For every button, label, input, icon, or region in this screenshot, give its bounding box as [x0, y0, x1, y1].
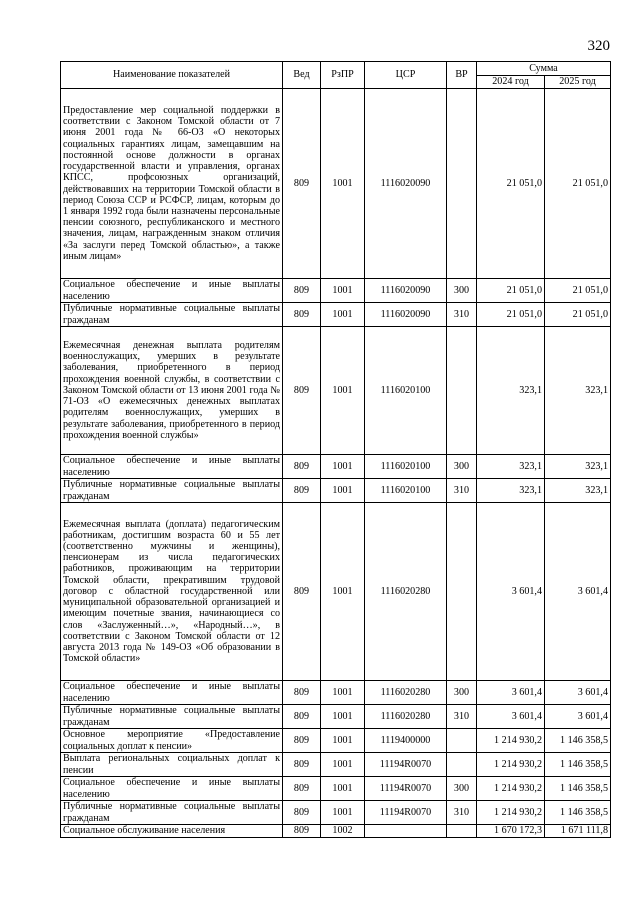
row-vr-cell: 300: [447, 279, 477, 303]
table-row: [61, 681, 611, 705]
row-rzpr-cell: 1001: [321, 455, 365, 479]
row-csr-cell: 1116020100: [365, 327, 447, 455]
row-ved-cell: 809: [283, 89, 321, 279]
row-ved-cell: 809: [283, 705, 321, 729]
row-rzpr-cell: 1002: [321, 825, 365, 838]
budget-table: [60, 61, 611, 838]
row-2024-cell: 323,1: [477, 455, 545, 479]
row-vr-cell: 300: [447, 777, 477, 801]
row-vr-cell: 310: [447, 479, 477, 503]
row-rzpr-cell: 1001: [321, 777, 365, 801]
row-rzpr-cell: 1001: [321, 303, 365, 327]
row-ved-cell: 809: [283, 777, 321, 801]
row-ved-cell: 809: [283, 279, 321, 303]
row-csr-cell: 1116020280: [365, 503, 447, 681]
page-number: 320: [587, 38, 610, 54]
row-vr-cell: 300: [447, 681, 477, 705]
row-csr-cell: 1116020280: [365, 681, 447, 705]
row-name-cell: Ежемесячная выплата (доплата) педагогическим работникам, достигшим возраста 60 и 55 лет (соответственно мужчины и женщины), пенсионерам из числа педагогических работников, проживающим на территории Томской области, прекратившим трудовой договор с областной государственной или муниципальной образовательной организацией и имеющим почетные звания, начинающиеся со слов «Заслуженный…», «Народный…», в соответствии с Законом Томской области от 12 августа 2013 года № 149-ОЗ «Об образовании в Томской области»: [61, 503, 283, 681]
row-ved-cell: 809: [283, 455, 321, 479]
row-name-cell: Основное мероприятие «Предоставление социальных доплат к пенсии»: [61, 729, 283, 753]
row-vr-cell: 310: [447, 801, 477, 825]
header-2024: 2024 год: [477, 76, 545, 89]
row-rzpr-cell: 1001: [321, 753, 365, 777]
table-row: [61, 303, 611, 327]
row-2025-cell: 1 146 358,5: [545, 729, 611, 753]
row-vr-cell: 310: [447, 705, 477, 729]
table-row: [61, 327, 611, 455]
row-csr-cell: 1119400000: [365, 729, 447, 753]
table-row: [61, 455, 611, 479]
row-2025-cell: 21 051,0: [545, 89, 611, 279]
table-row: [61, 89, 611, 279]
row-2024-cell: 3 601,4: [477, 681, 545, 705]
row-name-cell: Ежемесячная денежная выплата родителям военнослужащих, умерших в результате заболевания, приобретенного в период прохождения военной службы, в соответствии с Законом Томской области от 13 июня 2001 года № 71-ОЗ «О ежемесячных денежных выплатах родителям военнослужащих, умерших в результате заболевания, приобретенного в период прохождения военной службы»: [61, 327, 283, 455]
row-2025-cell: 1 146 358,5: [545, 801, 611, 825]
row-vr-cell: [447, 503, 477, 681]
row-csr-cell: 11194R0070: [365, 777, 447, 801]
row-name-cell: Социальное обеспечение и иные выплаты населению: [61, 455, 283, 479]
row-name-cell: Социальное обслуживание населения: [61, 825, 283, 838]
row-vr-cell: 300: [447, 455, 477, 479]
row-2025-cell: 3 601,4: [545, 681, 611, 705]
row-2025-cell: 3 601,4: [545, 705, 611, 729]
row-2025-cell: 1 146 358,5: [545, 777, 611, 801]
row-2025-cell: 3 601,4: [545, 503, 611, 681]
row-vr-cell: [447, 729, 477, 753]
row-name-cell: Социальное обеспечение и иные выплаты населению: [61, 681, 283, 705]
table-row: [61, 279, 611, 303]
row-2025-cell: 21 051,0: [545, 303, 611, 327]
header-rzpr: РзПР: [321, 62, 365, 89]
row-name-cell: Социальное обеспечение и иные выплаты населению: [61, 279, 283, 303]
table-row: [61, 753, 611, 777]
row-rzpr-cell: 1001: [321, 479, 365, 503]
row-ved-cell: 809: [283, 681, 321, 705]
row-csr-cell: 11194R0070: [365, 753, 447, 777]
row-csr-cell: 1116020090: [365, 279, 447, 303]
row-rzpr-cell: 1001: [321, 681, 365, 705]
row-ved-cell: 809: [283, 753, 321, 777]
row-vr-cell: [447, 89, 477, 279]
header-2025: 2025 год: [545, 76, 611, 89]
row-csr-cell: 11194R0070: [365, 801, 447, 825]
row-2024-cell: 1 214 930,2: [477, 777, 545, 801]
row-ved-cell: 809: [283, 327, 321, 455]
table-row: [61, 705, 611, 729]
row-vr-cell: [447, 327, 477, 455]
header-vr: ВР: [447, 62, 477, 89]
row-2024-cell: 1 214 930,2: [477, 729, 545, 753]
row-vr-cell: [447, 753, 477, 777]
row-csr-cell: 1116020090: [365, 89, 447, 279]
row-2024-cell: 21 051,0: [477, 89, 545, 279]
header-csr: ЦСР: [365, 62, 447, 89]
row-rzpr-cell: 1001: [321, 801, 365, 825]
row-2024-cell: 21 051,0: [477, 303, 545, 327]
row-rzpr-cell: 1001: [321, 327, 365, 455]
row-rzpr-cell: 1001: [321, 279, 365, 303]
row-2025-cell: 21 051,0: [545, 279, 611, 303]
row-2024-cell: 1 214 930,2: [477, 801, 545, 825]
header-name: Наименование показателей: [61, 62, 283, 89]
table-row: [61, 729, 611, 753]
row-2025-cell: 323,1: [545, 455, 611, 479]
header-sum: Сумма: [477, 62, 611, 76]
row-name-cell: Публичные нормативные социальные выплаты гражданам: [61, 705, 283, 729]
row-name-cell: Выплата региональных социальных доплат к пенсии: [61, 753, 283, 777]
row-2024-cell: 1 670 172,3: [477, 825, 545, 838]
row-csr-cell: 1116020280: [365, 705, 447, 729]
table-row: [61, 479, 611, 503]
row-rzpr-cell: 1001: [321, 705, 365, 729]
row-ved-cell: 809: [283, 825, 321, 838]
table-row: [61, 503, 611, 681]
row-2024-cell: 3 601,4: [477, 705, 545, 729]
row-2025-cell: 1 146 358,5: [545, 753, 611, 777]
table-row: [61, 777, 611, 801]
row-rzpr-cell: 1001: [321, 729, 365, 753]
row-2025-cell: 323,1: [545, 479, 611, 503]
row-2025-cell: 323,1: [545, 327, 611, 455]
row-csr-cell: 1116020100: [365, 455, 447, 479]
row-ved-cell: 809: [283, 801, 321, 825]
row-csr-cell: 1116020100: [365, 479, 447, 503]
row-2024-cell: 323,1: [477, 479, 545, 503]
row-vr-cell: 310: [447, 303, 477, 327]
row-2024-cell: 3 601,4: [477, 503, 545, 681]
table-row: [61, 801, 611, 825]
row-csr-cell: [365, 825, 447, 838]
header-ved: Вед: [283, 62, 321, 89]
row-name-cell: Публичные нормативные социальные выплаты гражданам: [61, 479, 283, 503]
row-name-cell: Публичные нормативные социальные выплаты гражданам: [61, 801, 283, 825]
table-row: [61, 825, 611, 838]
row-ved-cell: 809: [283, 503, 321, 681]
row-name-cell: Публичные нормативные социальные выплаты гражданам: [61, 303, 283, 327]
row-rzpr-cell: 1001: [321, 89, 365, 279]
row-2024-cell: 323,1: [477, 327, 545, 455]
row-2025-cell: 1 671 111,8: [545, 825, 611, 838]
row-name-cell: Предоставление мер социальной поддержки в соответствии с Законом Томской области от 7 июня 2001 года № 66-ОЗ «О некоторых социальных гарантиях лицам, замещавшим на постоянной основе должности в органах государственной власти и управления, органах КПСС, профсоюзных организаций, действовавших на территории Томской области в период Союза ССР и РСФСР, лицам, которым до 1 января 1992 года были назначены персональные пенсии союзного, республиканского и местного значения, лицам, награжденным знаком отличия «За заслуги перед Томской областью», а также иным лицам»: [61, 89, 283, 279]
row-name-cell: Социальное обеспечение и иные выплаты населению: [61, 777, 283, 801]
row-2024-cell: 1 214 930,2: [477, 753, 545, 777]
row-ved-cell: 809: [283, 303, 321, 327]
row-ved-cell: 809: [283, 729, 321, 753]
row-rzpr-cell: 1001: [321, 503, 365, 681]
row-vr-cell: [447, 825, 477, 838]
row-csr-cell: 1116020090: [365, 303, 447, 327]
row-2024-cell: 21 051,0: [477, 279, 545, 303]
row-ved-cell: 809: [283, 479, 321, 503]
